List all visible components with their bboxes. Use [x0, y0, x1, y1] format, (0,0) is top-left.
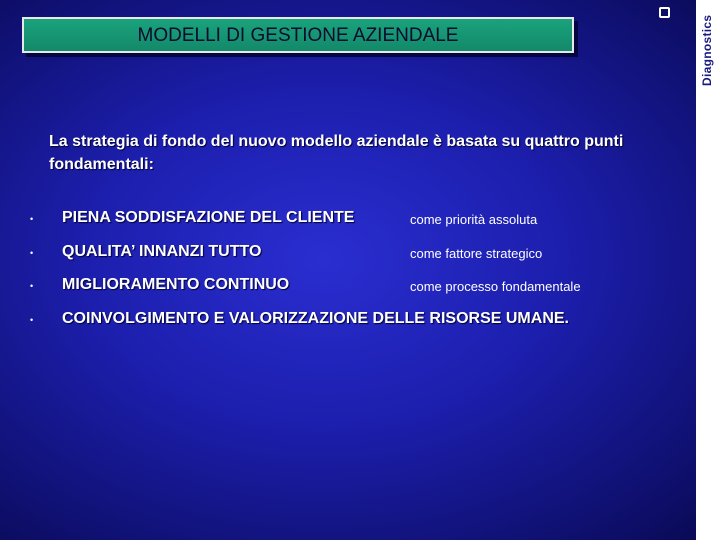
point-note: come fattore strategico — [410, 246, 543, 261]
bullet-icon: • — [30, 214, 34, 224]
list-item — [30, 310, 670, 332]
point-label: MIGLIORAMENTO CONTINUO — [62, 276, 290, 293]
page-title: MODELLI DI GESTIONE AZIENDALE — [137, 25, 459, 46]
side-strip — [696, 0, 720, 540]
list-item — [30, 243, 670, 265]
bullet-icon: • — [30, 315, 34, 325]
bullet-icon: • — [30, 248, 34, 258]
diagnostics-label: Diagnostics — [700, 14, 714, 86]
title-box — [22, 17, 574, 53]
point-note: come priorità assoluta — [410, 212, 538, 227]
point-label: QUALITA’ INNANZI TUTTO — [62, 243, 262, 260]
checkbox-icon[interactable] — [659, 7, 670, 18]
bullet-icon: • — [30, 281, 34, 291]
list-item — [30, 276, 670, 298]
point-label: PIENA SODDISFAZIONE DEL CLIENTE — [62, 209, 355, 226]
intro-text: La strategia di fondo del nuovo modello aziendale è basata su quattro punti fondamentali: — [49, 133, 624, 173]
point-note: come processo fondamentale — [410, 279, 581, 294]
point-label: COINVOLGIMENTO E VALORIZZAZIONE DELLE RISORSE UMANE. — [62, 310, 569, 327]
list-item — [30, 209, 670, 231]
